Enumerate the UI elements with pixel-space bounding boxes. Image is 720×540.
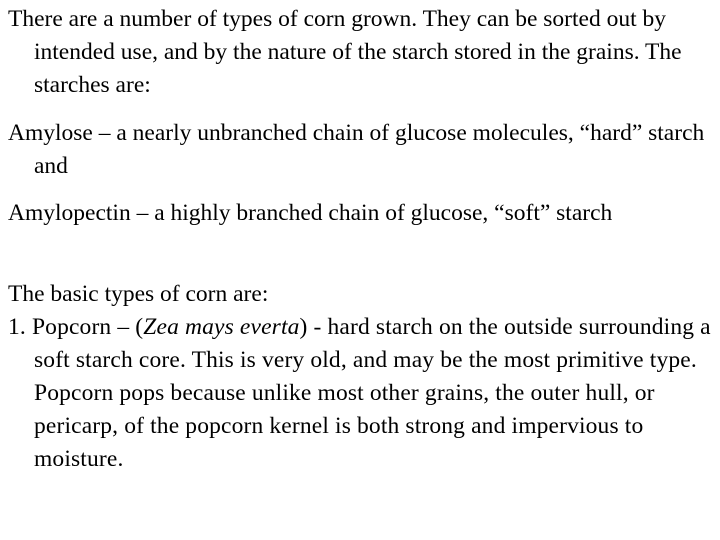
- amylopectin-paragraph: Amylopectin – a highly branched chain of glucose, “soft” starch: [8, 200, 613, 226]
- corn-types-heading: The basic types of corn are:: [8, 281, 269, 307]
- popcorn-prefix: 1. Popcorn – (: [8, 314, 144, 340]
- popcorn-description: ) - hard starch on the outside surrounding a soft starch core. This is very old, and may be the most primitive type. Popcorn pops because unlike most other grains, the outer hull, or pericarp, of the popcorn kernel is both strong and impervious to moisture.: [34, 314, 711, 472]
- intro-paragraph: There are a number of types of corn grown. They can be sorted out by intended use, and by the nature of the starch stored in the grains. The starches are:: [8, 6, 682, 98]
- popcorn-paragraph: [8, 311, 720, 476]
- popcorn-species-name: Zea mays everta: [143, 314, 300, 340]
- amylose-paragraph: Amylose – a nearly unbranched chain of glucose molecules, “hard” starch and: [8, 120, 705, 179]
